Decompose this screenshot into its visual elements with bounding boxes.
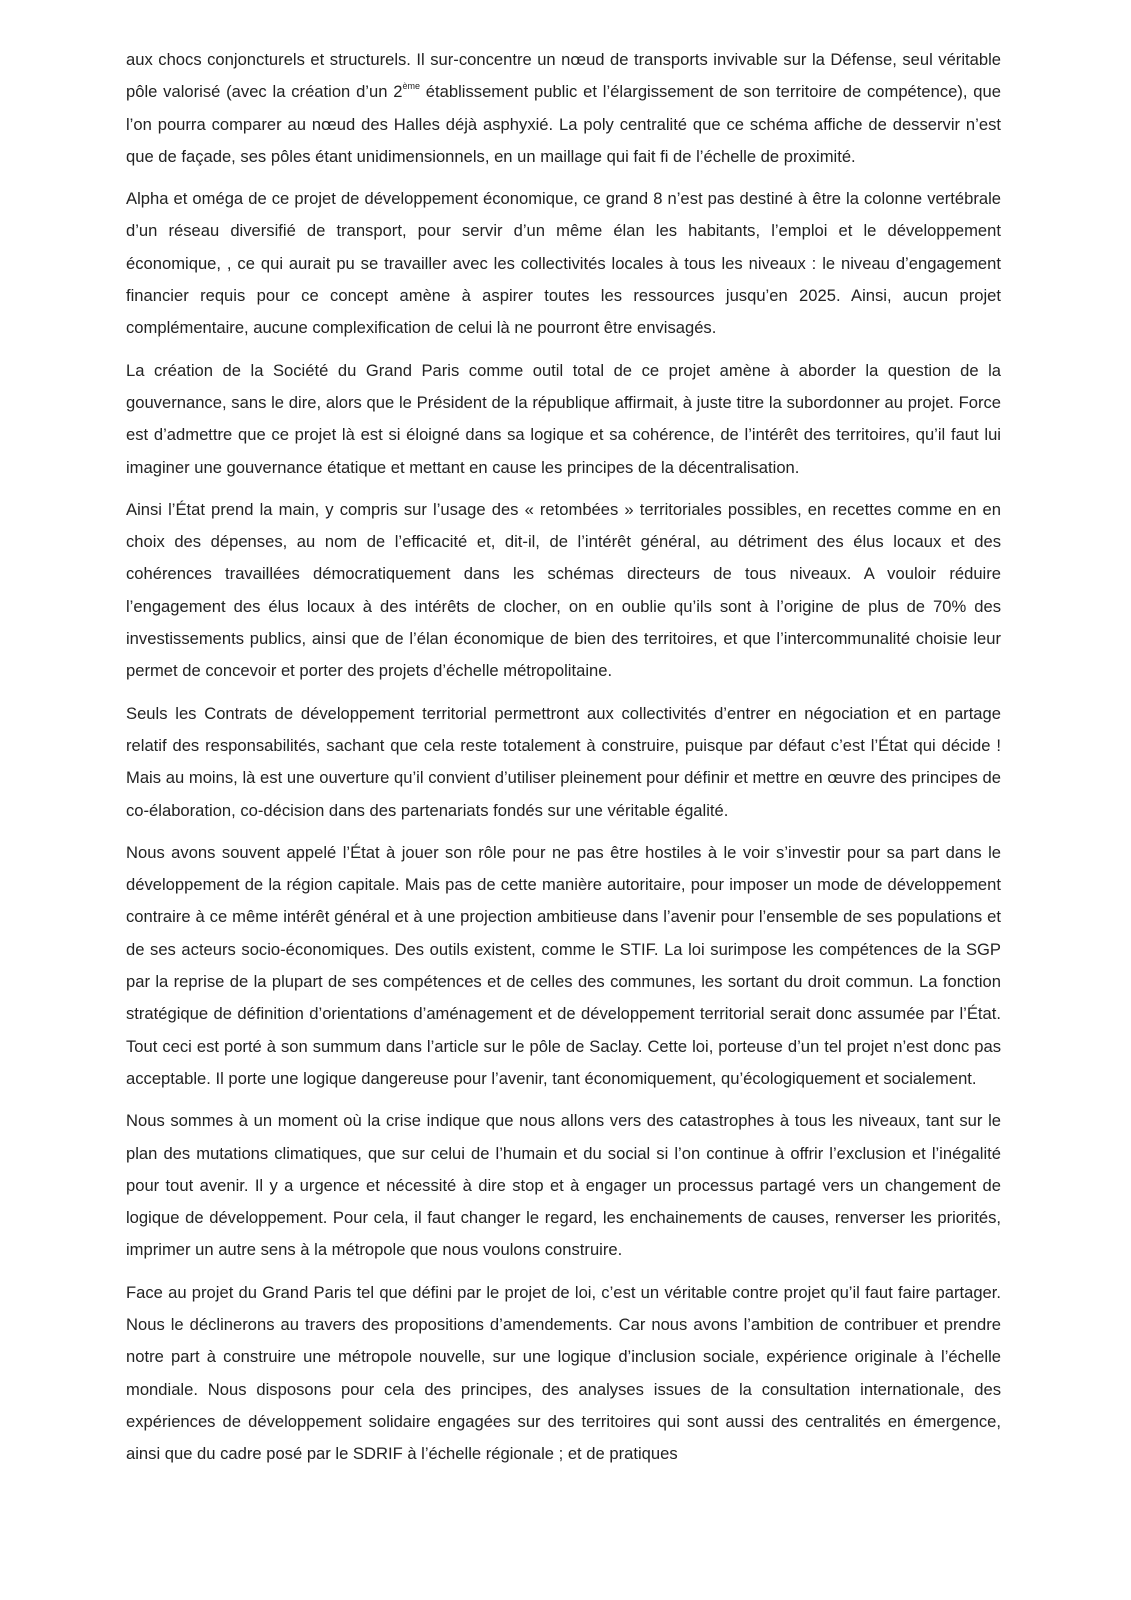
paragraph-3: La création de la Société du Grand Paris comme outil total de ce projet amène à aborder la question de la gouvernance, sans le dire, alors que le Président de la république affirmait, à juste titre la subordonner au projet. Force est d’admettre que ce projet là est si éloigné dans sa logique et sa cohérence, de l’intérêt des territoires, qu’il faut lui imaginer une gouvernance étatique et mettant en cause les principes de la décentralisation. bbox=[126, 360, 1001, 477]
paragraph-1-text-b: établissement public et l’élargissement de son territoire de compétence), que l’on pourra comparer au nœud des Halles déjà asphyxié. La poly centralité que ce schéma affiche de desservir n’est que de façade, ses pôles étant unidimensionnels, en un maillage qui fait fi de l’échelle de proximité. bbox=[126, 82, 1001, 166]
paragraph-1 bbox=[126, 44, 1001, 173]
document-page bbox=[126, 44, 1001, 1480]
paragraph-4: Ainsi l’État prend la main, y compris sur l’usage des « retombées » territoriales possibles, en recettes comme en en choix des dépenses, au nom de l’efficacité et, dit-il, de l’intérêt général, au détriment des élus locaux et des cohérences travaillées démocratiquement dans les schémas directeurs de tous niveaux. A vouloir réduire l’engagement des élus locaux à des intérêts de clocher, on en oublie qu’ils sont à l’origine de plus de 70% des investissements publics, ainsi que de l’élan économique de bien des territoires, et que l’intercommunalité choisie leur permet de concevoir et porter des projets d’échelle métropolitaine. bbox=[126, 499, 1001, 681]
paragraph-6: Nous avons souvent appelé l’État à jouer son rôle pour ne pas être hostiles à le voir s’investir pour sa part dans le développement de la région capitale. Mais pas de cette manière autoritaire, pour imposer un mode de développement contraire à ce même intérêt général et à une projection ambitieuse dans l’avenir pour l’ensemble de ses populations et de ses acteurs socio-économiques. Des outils existent, comme le STIF. La loi surimpose les compétences de la SGP par la reprise de la plupart de ses compétences et de celles des communes, les sortant du droit commun. La fonction stratégique de définition d’orientations d’aménagement et de développement territorial serait donc assumée par l’État. Tout ceci est porté à son summum dans l’article sur le pôle de Saclay. Cette loi, porteuse d’un tel projet n’est donc pas acceptable. Il porte une logique dangereuse pour l’avenir, tant économiquement, qu’écologiquement et socialement. bbox=[126, 842, 1001, 1088]
paragraph-2: Alpha et oméga de ce projet de développement économique, ce grand 8 n’est pas destiné à être la colonne vertébrale d’un réseau diversifié de transport, pour servir d’un même élan les habitants, l’emploi et le développement économique, , ce qui aurait pu se travailler avec les collectivités locales à tous les niveaux : le niveau d’engagement financier requis pour ce concept amène à aspirer toutes les ressources jusqu’en 2025. Ainsi, aucun projet complémentaire, aucune complexification de celui là ne pourront être envisagés. bbox=[126, 189, 1001, 338]
paragraph-5: Seuls les Contrats de développement territorial permettront aux collectivités d’entrer en négociation et en partage relatif des responsabilités, sachant que cela reste totalement à construire, puisque par défaut c’est l’État qui décide ! Mais au moins, là est une ouverture qu’il convient d’utiliser pleinement pour définir et mettre en œuvre des principes de co-élaboration, co-décision dans des partenariats fondés sur une véritable égalité. bbox=[126, 703, 1001, 820]
paragraph-1-text-a: aux chocs conjoncturels et structurels. Il sur-concentre un nœud de transports invivable sur la Défense, seul véritable pôle valorisé (avec la création d’un 2 bbox=[126, 50, 1001, 102]
paragraph-8: Face au projet du Grand Paris tel que défini par le projet de loi, c’est un véritable contre projet qu’il faut faire partager. Nous le déclinerons au travers des propositions d’amendements. Car nous avons l’ambition de contribuer et prendre notre part à construire une métropole nouvelle, sur une logique d’inclusion sociale, expérience originale à l’échelle mondiale. Nous disposons pour cela des principes, des analyses issues de la consultation internationale, des expériences de développement solidaire engagées sur des territoires qui sont aussi des centralités en émergence, ainsi que du cadre posé par le SDRIF à l’échelle régionale ; et de pratiques bbox=[126, 1282, 1001, 1464]
paragraph-7: Nous sommes à un moment où la crise indique que nous allons vers des catastrophes à tous les niveaux, tant sur le plan des mutations climatiques, que sur celui de l’humain et du social si l’on continue à offrir l’exclusion et l’inégalité pour tout avenir. Il y a urgence et nécessité à dire stop et à engager un processus partagé vers un changement de logique de développement. Pour cela, il faut changer le regard, les enchainements de causes, renverser les priorités, imprimer un autre sens à la métropole que nous voulons construire. bbox=[126, 1111, 1001, 1260]
superscript-eme: ème bbox=[402, 81, 420, 92]
